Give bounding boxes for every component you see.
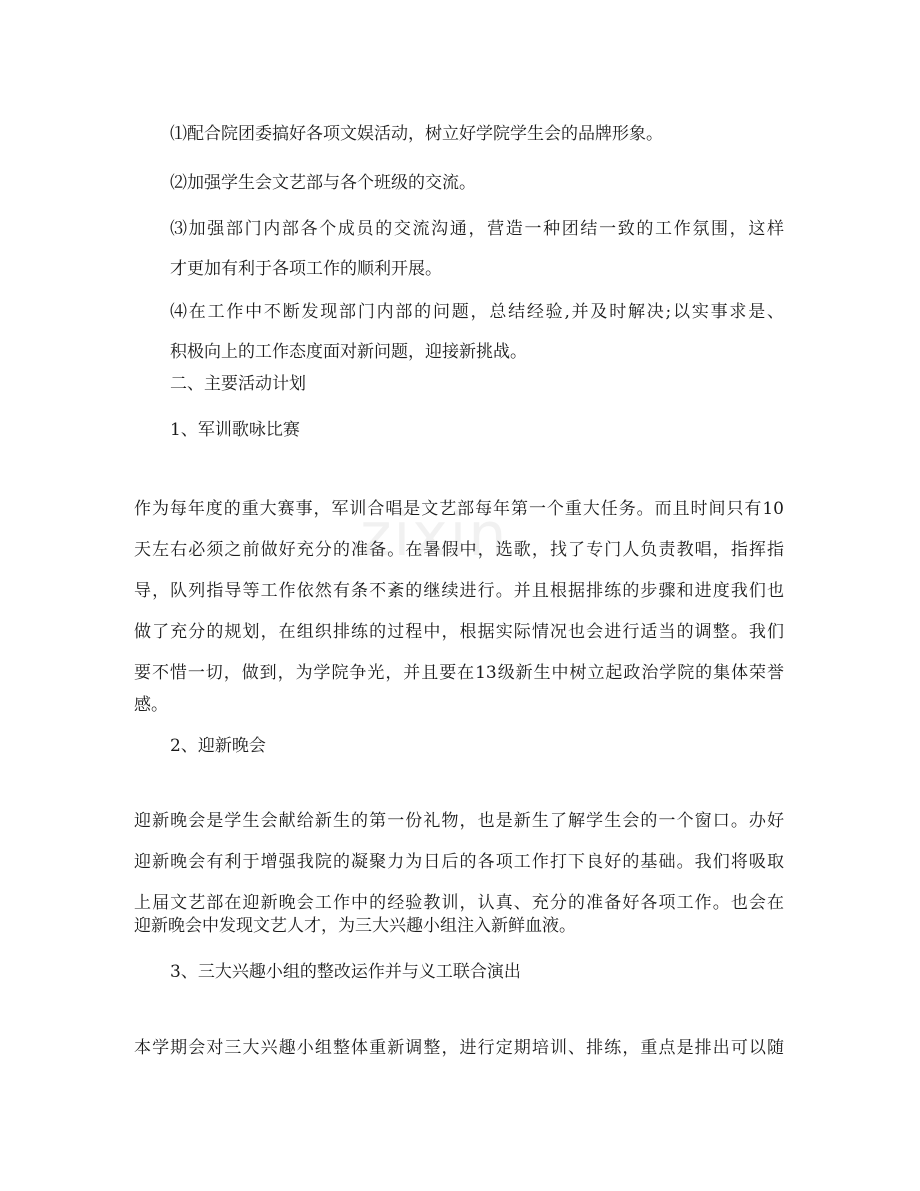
text-line: 感。 — [134, 695, 168, 715]
text-line: 导，队列指导等工作依然有条不紊的继续进行。并且根据排练的步骤和进度我们也 — [134, 581, 784, 601]
text-line: 积极向上的工作态度面对新问题，迎接新挑战。 — [170, 342, 527, 362]
text-line: ⑷在工作中不断发现部门内部的问题，总结经验,并及时解决;以实事求是、 — [170, 302, 784, 322]
text-line: 迎新晚会有利于增强我院的凝聚力为日后的各项工作打下良好的基础。我们将吸取 — [134, 852, 784, 872]
section-heading: 二、主要活动计划 — [170, 374, 306, 394]
text-line: 本学期会对三大兴趣小组整体重新调整，进行定期培训、排练，重点是排出可以随 — [134, 1038, 784, 1058]
text-line: 作为每年度的重大赛事，军训合唱是文艺部每年第一个重大任务。而且时间只有10 — [134, 499, 784, 519]
text-line: ⑶加强部门内部各个成员的交流沟通，营造一种团结一致的工作氛围，这样 — [170, 219, 784, 239]
text-line: 才更加有利于各项工作的顺利开展。 — [170, 259, 442, 279]
subsection-heading: 1、军训歌咏比赛 — [170, 420, 300, 440]
watermark: zixin — [360, 500, 509, 570]
subsection-heading: 2、迎新晚会 — [170, 736, 266, 756]
text-line: 上届文艺部在迎新晚会工作中的经验教训，认真、充分的准备好各项工作。也会在 — [134, 893, 784, 913]
text-line: 迎新晚会中发现文艺人才，为三大兴趣小组注入新鲜血液。 — [134, 916, 576, 936]
text-line: ⑴配合院团委搞好各项文娱活动，树立好学院学生会的品牌形象。 — [170, 124, 663, 144]
subsection-heading: 3、三大兴趣小组的整改运作并与义工联合演出 — [170, 962, 521, 982]
text-line: ⑵加强学生会文艺部与各个班级的交流。 — [170, 173, 476, 193]
text-line: 做了充分的规划，在组织排练的过程中，根据实际情况也会进行适当的调整。我们 — [134, 622, 784, 642]
text-line: 天左右必须之前做好充分的准备。在暑假中，选歌，找了专门人负责教唱，指挥指 — [134, 540, 784, 560]
text-line: 迎新晚会是学生会献给新生的第一份礼物，也是新生了解学生会的一个窗口。办好 — [134, 811, 784, 831]
text-line: 要不惜一切，做到，为学院争光，并且要在13级新生中树立起政治学院的集体荣誉 — [134, 663, 784, 683]
